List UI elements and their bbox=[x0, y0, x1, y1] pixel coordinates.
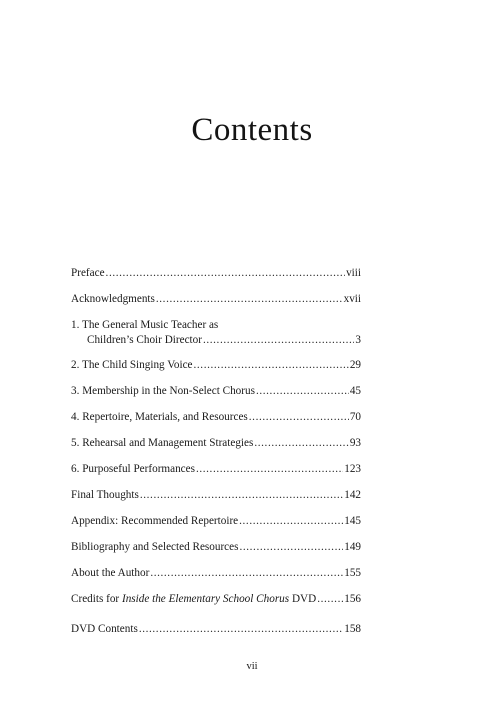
toc-label-prefix: Credits for bbox=[71, 593, 122, 605]
toc-label bbox=[71, 592, 316, 607]
toc-line bbox=[71, 540, 361, 555]
toc-label-line1: 1. The General Music Teacher as bbox=[71, 319, 219, 331]
dot-leader bbox=[194, 358, 349, 373]
toc-page-number: 93 bbox=[349, 437, 361, 449]
page-title: Contents bbox=[191, 112, 313, 148]
toc-entry-final-thoughts bbox=[71, 488, 361, 503]
toc-label: Acknowledgments bbox=[71, 293, 155, 305]
toc-entry-bibliography bbox=[71, 540, 361, 555]
toc-line bbox=[71, 384, 361, 399]
dot-leader bbox=[203, 333, 354, 348]
toc-entry-dvd-credits bbox=[71, 592, 361, 607]
toc-label: 2. The Child Singing Voice bbox=[71, 359, 193, 371]
toc-entry-chapter-1 bbox=[71, 318, 361, 348]
dot-leader bbox=[139, 622, 343, 637]
toc-line bbox=[71, 622, 361, 637]
toc-label: Appendix: Recommended Repertoire bbox=[71, 515, 239, 527]
toc-entry-chapter-4 bbox=[71, 410, 361, 425]
toc-entry-chapter-3 bbox=[71, 384, 361, 399]
dot-leader bbox=[196, 462, 343, 477]
toc-label-suffix: DVD bbox=[289, 593, 317, 605]
toc-line bbox=[71, 462, 361, 477]
page-number-folio: vii bbox=[246, 661, 258, 672]
toc-label: 4. Repertoire, Materials, and Resources bbox=[71, 411, 248, 423]
toc-line bbox=[71, 514, 361, 529]
toc-line bbox=[71, 410, 361, 425]
dot-leader bbox=[106, 266, 346, 281]
dot-leader bbox=[140, 488, 343, 503]
toc-page-number: 142 bbox=[344, 489, 361, 501]
dot-leader bbox=[239, 540, 343, 555]
toc-entry-chapter-6 bbox=[71, 462, 361, 477]
toc-page-number: 70 bbox=[349, 411, 361, 423]
toc-line bbox=[71, 488, 361, 503]
toc-label: Final Thoughts bbox=[71, 489, 139, 501]
toc-entry-acknowledgments bbox=[71, 292, 361, 307]
toc-page-number: 156 bbox=[344, 593, 361, 605]
dot-leader bbox=[256, 384, 349, 399]
toc-line bbox=[71, 358, 361, 373]
toc-line bbox=[71, 592, 361, 607]
toc-label: 6. Purposeful Performances bbox=[71, 463, 195, 475]
dvd-title: Inside the Elementary School Chorus bbox=[121, 593, 290, 605]
toc-line bbox=[71, 333, 361, 348]
dot-leader bbox=[150, 566, 343, 581]
toc-entry-dvd-contents bbox=[71, 622, 361, 637]
toc-label: Preface bbox=[71, 267, 105, 279]
toc-entry-chapter-2 bbox=[71, 358, 361, 373]
toc-label: Bibliography and Selected Resources bbox=[71, 541, 239, 553]
toc-entry-appendix bbox=[71, 514, 361, 529]
dot-leader bbox=[254, 436, 348, 451]
dot-leader bbox=[249, 410, 349, 425]
toc-entry-chapter-5 bbox=[71, 436, 361, 451]
dot-leader bbox=[239, 514, 343, 529]
toc-label: 3. Membership in the Non-Select Chorus bbox=[71, 385, 255, 397]
toc-page-number: 145 bbox=[344, 515, 361, 527]
dot-leader bbox=[317, 592, 343, 607]
toc-page-number: 158 bbox=[344, 623, 361, 635]
toc-page-number: viii bbox=[346, 267, 361, 279]
toc-label: DVD Contents bbox=[71, 623, 138, 635]
toc-line bbox=[71, 292, 361, 307]
toc-line bbox=[71, 566, 361, 581]
dot-leader bbox=[156, 292, 343, 307]
toc-label: About the Author bbox=[71, 567, 150, 579]
toc-entry-about-author bbox=[71, 566, 361, 581]
toc-page-number: 155 bbox=[344, 567, 361, 579]
toc-line bbox=[71, 266, 361, 281]
toc-page-number: xvii bbox=[343, 293, 361, 305]
toc-page-number: 3 bbox=[355, 334, 361, 346]
toc-label: Children’s Choir Director bbox=[87, 334, 202, 346]
toc-page-number: 149 bbox=[344, 541, 361, 553]
toc-page-number: 29 bbox=[349, 359, 361, 371]
toc-line bbox=[71, 436, 361, 451]
toc-label: 5. Rehearsal and Management Strategies bbox=[71, 437, 254, 449]
toc-page-number: 123 bbox=[344, 463, 361, 475]
toc-page-number: 45 bbox=[349, 385, 361, 397]
toc-entry-preface bbox=[71, 266, 361, 281]
